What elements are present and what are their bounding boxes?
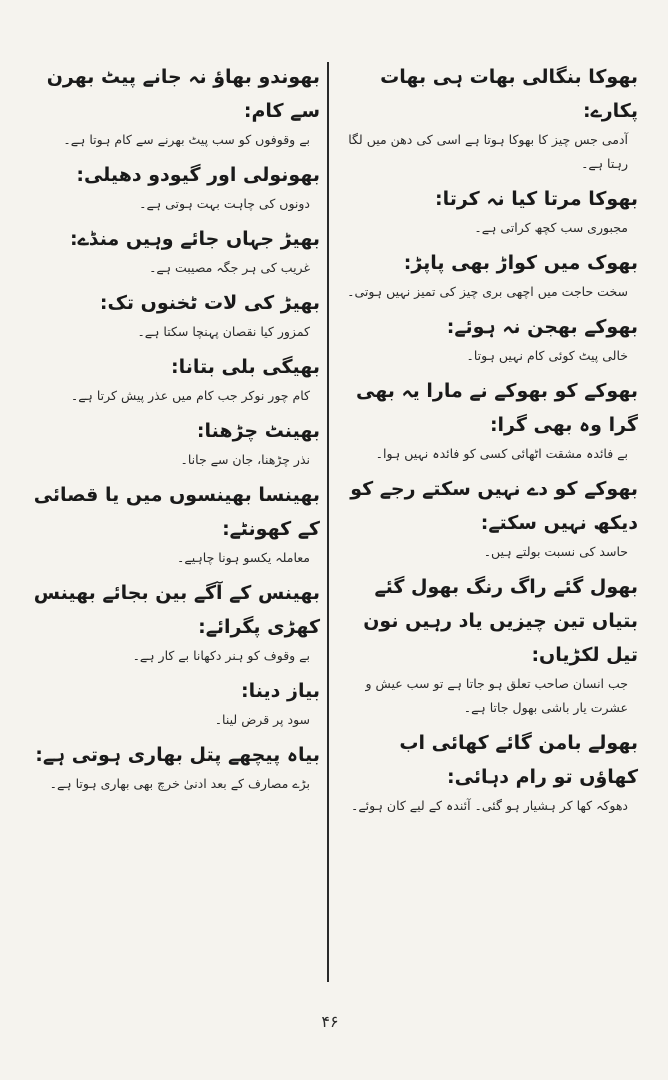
entry bbox=[30, 222, 320, 280]
entry-heading: بیاہ پیچھے پتل بھاری ہوتی ہے: bbox=[35, 744, 320, 766]
entry bbox=[338, 310, 638, 368]
left-column bbox=[30, 60, 320, 990]
entry bbox=[338, 570, 638, 720]
entry-meaning: کام چور نوکر جب کام میں عذر پیش کرتا ہے۔ bbox=[70, 388, 310, 403]
entry-meaning: سود پر قرض لینا۔ bbox=[214, 712, 310, 727]
entry bbox=[338, 472, 638, 564]
entry-meaning: بے وقوف کو ہنر دکھانا بے کار ہے۔ bbox=[132, 648, 310, 663]
entry-meaning: بڑے مصارف کے بعد ادنیٰ خرچ بھی بھاری ہوتا ہے۔ bbox=[49, 776, 310, 791]
entry-heading: بھونولی اور گیودو دھیلی: bbox=[76, 164, 320, 186]
entry-meaning: دھوکہ کھا کر ہشیار ہو گئی۔ آئندہ کے لیے کان ہوئے۔ bbox=[351, 798, 628, 813]
entry bbox=[30, 738, 320, 796]
entry bbox=[338, 182, 638, 240]
entry bbox=[30, 60, 320, 152]
entry bbox=[338, 246, 638, 304]
entry bbox=[30, 158, 320, 216]
entry-meaning: حاسد کی نسبت بولتے ہیں۔ bbox=[483, 544, 628, 559]
entry bbox=[338, 60, 638, 176]
entry bbox=[30, 674, 320, 732]
entry-meaning: بے وقوفوں کو سب پیٹ بھرنے سے کام ہوتا ہے۔ bbox=[63, 132, 310, 147]
entry-heading: بھوک میں کواڑ بھی پاپڑ: bbox=[403, 252, 638, 274]
entry bbox=[338, 374, 638, 466]
entry-heading: بھیگی بلی بتانا: bbox=[171, 356, 320, 378]
entry bbox=[30, 350, 320, 408]
entry bbox=[30, 576, 320, 668]
entry-meaning: معاملہ یکسو ہونا چاہیے۔ bbox=[177, 550, 310, 565]
entry-meaning: مجبوری سب کچھ کراتی ہے۔ bbox=[474, 220, 628, 235]
entry-heading: بھولے بامن گائے کھائی اب کھاؤں تو رام دہائی: bbox=[399, 732, 638, 788]
entry-meaning: دونوں کی چاہت بہت ہوتی ہے۔ bbox=[139, 196, 310, 211]
entry-meaning: آدمی جس چیز کا بھوکا ہوتا ہے اسی کی دھن میں لگا رہتا ہے۔ bbox=[348, 132, 628, 171]
entry-meaning: نذر چڑھنا، جان سے جانا۔ bbox=[180, 452, 310, 467]
entry bbox=[30, 414, 320, 472]
column-divider bbox=[327, 62, 329, 982]
entry-heading: بھینٹ چڑھنا: bbox=[196, 420, 320, 442]
entry-heading: بھوکے بھجن نہ ہوئے: bbox=[446, 316, 638, 338]
entry-meaning: سخت حاجت میں اچھی بری چیز کی تمیز نہیں ہوتی۔ bbox=[347, 284, 628, 299]
entry-heading: بیاز دینا: bbox=[241, 680, 320, 702]
entry-heading: بھوکا بنگالی بھات ہی بھات پکارے: bbox=[380, 66, 638, 122]
entry-heading: بھوکے کو دے نہیں سکتے رجے کو دیکھ نہیں سکتے: bbox=[350, 478, 638, 534]
entry-meaning: غریب کی ہر جگہ مصیبت ہے۔ bbox=[149, 260, 310, 275]
entry-heading: بھوکا مرتا کیا نہ کرتا: bbox=[434, 188, 638, 210]
entry-meaning: خالی پیٹ کوئی کام نہیں ہوتا۔ bbox=[466, 348, 628, 363]
entry bbox=[30, 286, 320, 344]
entry-heading: بھینس کے آگے بین بجائے بھینس کھڑی پگرائے: bbox=[33, 582, 320, 638]
entry bbox=[338, 726, 638, 818]
entry-meaning: بے فائدہ مشقت اٹھائی کسی کو فائدہ نہیں ہوا۔ bbox=[375, 446, 628, 461]
entry-heading: بھوکے کو بھوکے نے مارا یہ بھی گرا وہ بھی گرا: bbox=[356, 380, 638, 436]
entry-heading: بھوندو بھاؤ نہ جانے پیٹ بھرن سے کام: bbox=[46, 66, 320, 122]
entry-heading: بھیڑ کی لات ٹخنوں تک: bbox=[99, 292, 320, 314]
entry-heading: بھول گئے راگ رنگ بھول گئے بتیاں تین چیزیں یاد رہیں نون تیل لکڑیاں: bbox=[363, 576, 638, 666]
entry-meaning: جب انسان صاحب تعلق ہو جاتا ہے تو سب عیش و عشرت یار باشی بھول جاتا ہے۔ bbox=[365, 676, 628, 715]
right-column bbox=[338, 60, 638, 990]
entry bbox=[30, 478, 320, 570]
entry-heading: بھینسا بھینسوں میں یا قصائی کے کھونٹے: bbox=[33, 484, 320, 540]
page-number: ۴۶ bbox=[321, 1012, 339, 1031]
entry-heading: بھیڑ جہاں جائے وہیں منڈے: bbox=[69, 228, 320, 250]
entry-meaning: کمزور کیا نقصان پہنچا سکتا ہے۔ bbox=[137, 324, 310, 339]
